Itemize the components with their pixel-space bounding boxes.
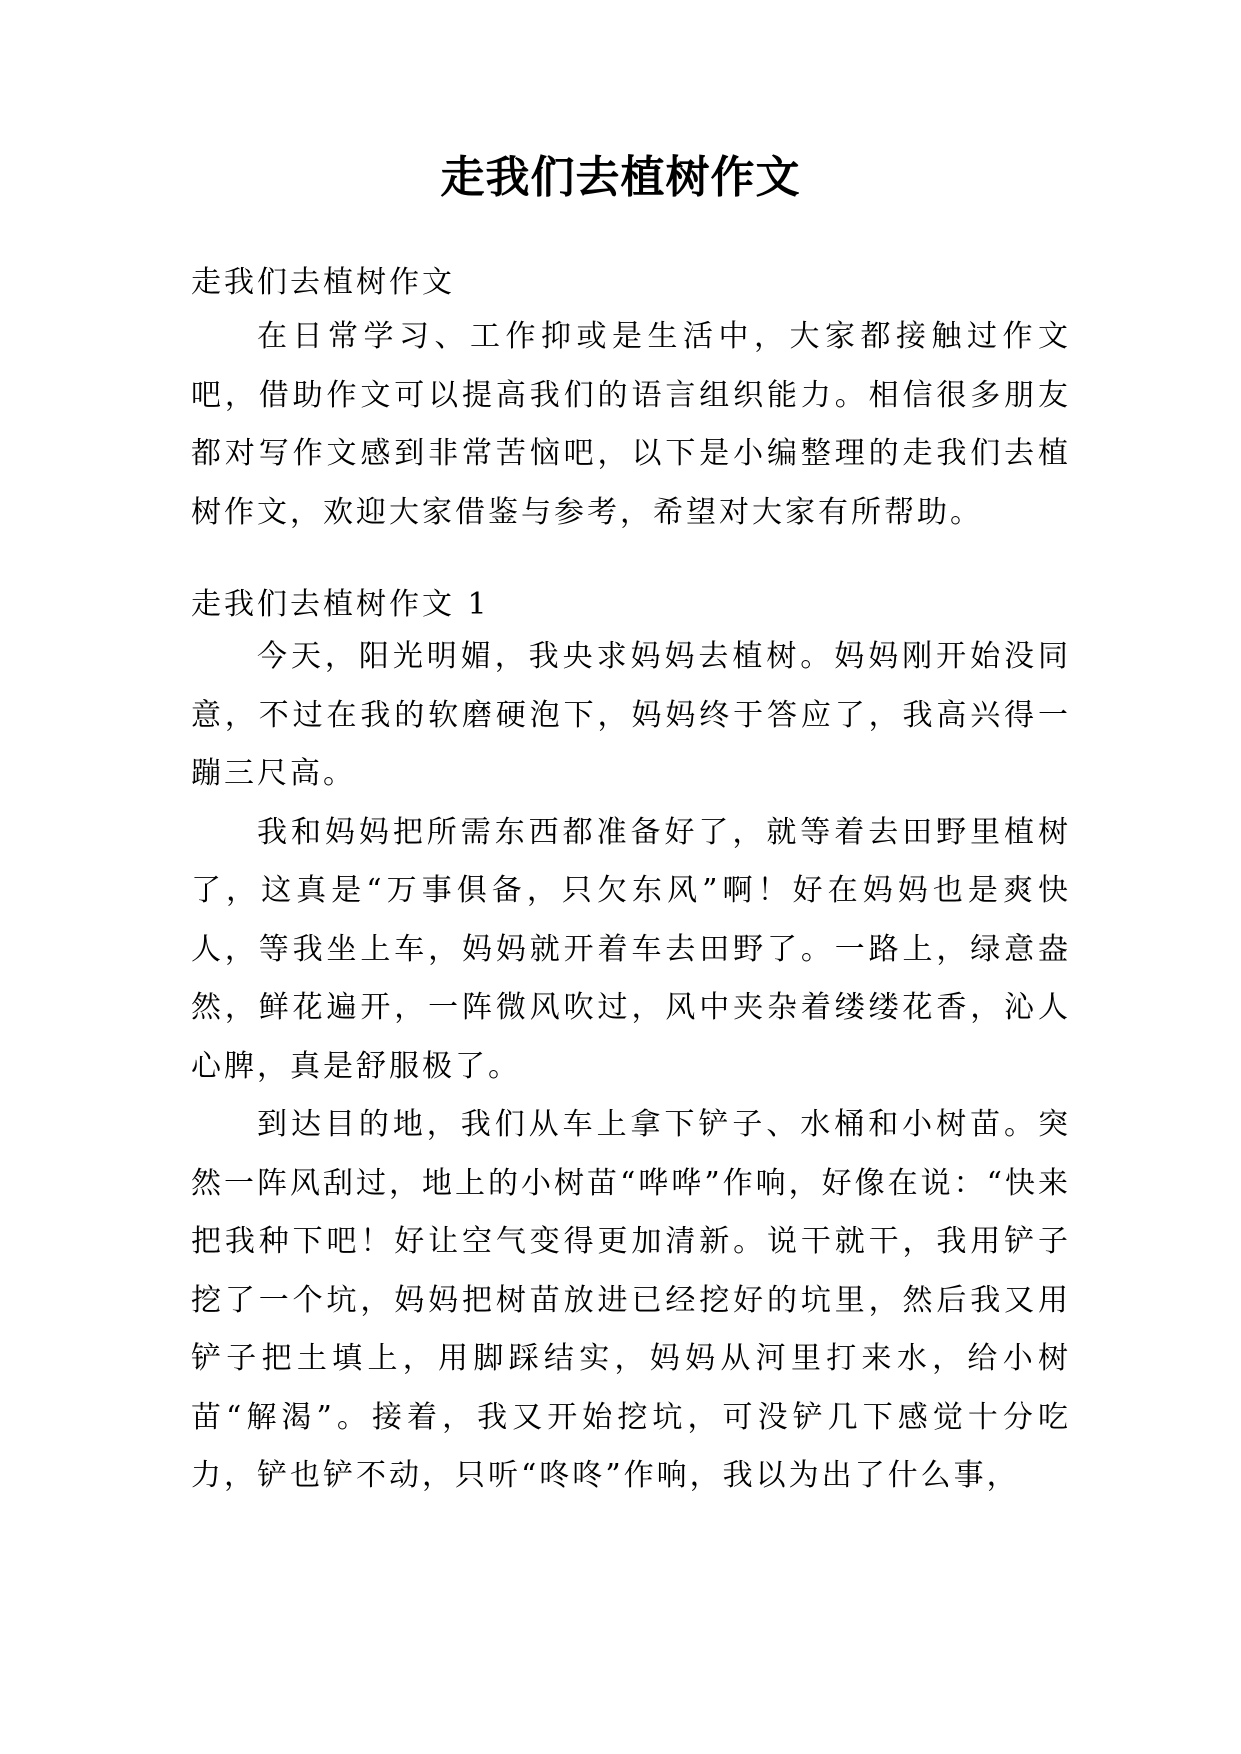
- section-body: [191, 628, 1071, 1506]
- paragraph-3: 到达目的地，我们从车上拿下铲子、水桶和小树苗。突然一阵风刮过，地上的小树苗“哗哗”作响，好像在说：“快来把我种下吧！好让空气变得更加清新。说干就干，我用铲子挖了一个坑，妈妈把树苗放进已经挖好的坑里，然后我又用铲子把土填上，用脚踩结实，妈妈从河里打来水，给小树苗“解渴”。接着，我又开始挖坑，可没铲几下感觉十分吃力，铲也铲不动，只听“咚咚”作响，我以为出了什么事，: [191, 1107, 1072, 1493]
- paragraph-2: 我和妈妈把所需东西都准备好了，就等着去田野里植树了，这真是“万事俱备，只欠东风”啊！好在妈妈也是爽快人，等我坐上车，妈妈就开着车去田野了。一路上，绿意盎然，鲜花遍开，一阵微风吹过，风中夹杂着缕缕花香，沁人心脾，真是舒服极了。: [191, 814, 1071, 1084]
- subtitle: 走我们去植树作文: [191, 265, 455, 300]
- paragraph-1: 今天，阳光明媚，我央求妈妈去植树。妈妈刚开始没同意，不过在我的软磨硬泡下，妈妈终于答应了，我高兴得一蹦三尺高。: [191, 639, 1071, 791]
- intro-block: [191, 308, 1071, 542]
- intro-paragraph: 在日常学习、工作抑或是生活中，大家都接触过作文吧，借助作文可以提高我们的语言组织能力。相信很多朋友都对写作文感到非常苦恼吧，以下是小编整理的走我们去植树作文，欢迎大家借鉴与参考，希望对大家有所帮助。: [191, 319, 1071, 530]
- document-title: 走我们去植树作文: [440, 152, 801, 203]
- section-heading: 走我们去植树作文 1: [191, 587, 490, 622]
